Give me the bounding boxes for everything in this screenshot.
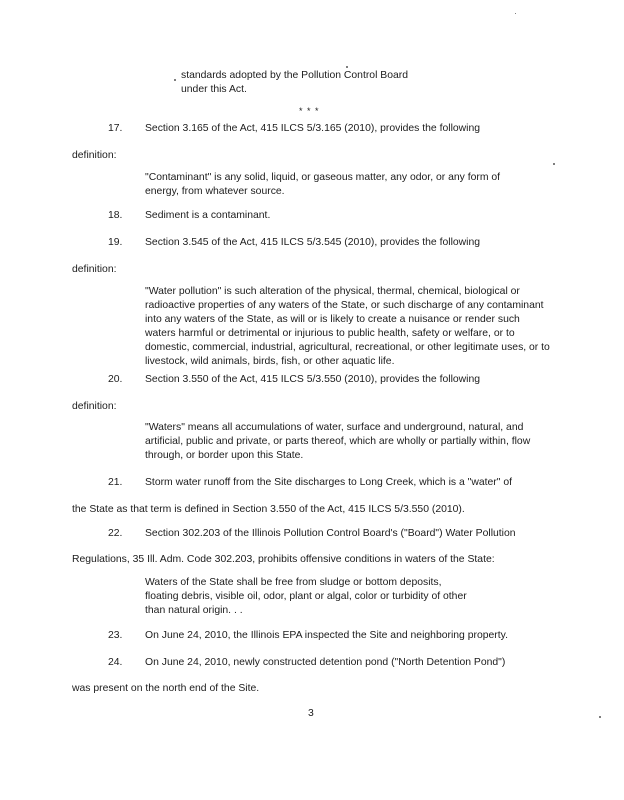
block-quote: "Water pollution" is such alteration of the physical, thermal, chemical, biological or radioactive properties of any waters of the State, or such discharge of any contaminant into any waters of the State, as will or is likely to create a nuisance or render such waters harmful or detrimental or injurious to public health, safety or welfare, or to domestic, commercial, industrial, agricultural, recreational, or other legitimate uses, or to livestock, wild animals, birds, fish, or other aquatic life.: [145, 286, 550, 367]
paragraph-continuation: definition:: [72, 150, 117, 161]
scan-speck: [599, 716, 601, 718]
block-quote: "Waters" means all accumulations of water, surface and underground, natural, and artificial, public and private, or parts thereof, which are wholly or partially within, flow through, or border upon this State.: [145, 422, 531, 461]
page-number: 3: [308, 708, 314, 719]
intro-quote-line-2: under this Act.: [181, 84, 247, 95]
block-quote: Waters of the State shall be free from sludge or bottom deposits, floating debris, visible oil, odor, plant or algal, color or turbidity of other than natural origin. . .: [145, 577, 467, 616]
paragraph-text: Section 3.165 of the Act, 415 ILCS 5/3.165 (2010), provides the following: [145, 123, 481, 134]
intro-quote-line-1: standards adopted by the Pollution Control Board: [181, 70, 409, 81]
paragraph-number: 19.: [108, 237, 123, 248]
block-quote: "Contaminant" is any solid, liquid, or gaseous matter, any odor, or any form of energy, from whatever source.: [145, 172, 501, 197]
scan-speck: [174, 79, 176, 81]
paragraph-continuation: the State as that term is defined in Section 3.550 of the Act, 415 ILCS 5/3.550 (2010).: [72, 504, 465, 515]
paragraph-number: 17.: [108, 123, 123, 134]
paragraph-continuation: Regulations, 35 Ill. Adm. Code 302.203, prohibits offensive conditions in waters of the State:: [72, 554, 495, 565]
paragraph-text: On June 24, 2010, newly constructed detention pond ("North Detention Pond"): [145, 657, 506, 668]
scan-speck: [346, 66, 348, 68]
scan-speck: [515, 13, 516, 14]
paragraph-continuation: definition:: [72, 264, 117, 275]
paragraph-number: 18.: [108, 210, 123, 221]
paragraph-number: 22.: [108, 528, 123, 539]
paragraph-number: 23.: [108, 630, 123, 641]
paragraph-text: Section 3.545 of the Act, 415 ILCS 5/3.545 (2010), provides the following: [145, 237, 481, 248]
paragraph-number: 24.: [108, 657, 123, 668]
paragraph-text: On June 24, 2010, the Illinois EPA inspected the Site and neighboring property.: [145, 630, 508, 641]
paragraph-text: Section 3.550 of the Act, 415 ILCS 5/3.550 (2010), provides the following: [145, 374, 481, 385]
paragraph-text: Sediment is a contaminant.: [145, 210, 271, 221]
paragraph-number: 21.: [108, 477, 123, 488]
paragraph-continuation: definition:: [72, 401, 117, 412]
paragraph-text: Section 302.203 of the Illinois Pollution Control Board's ("Board") Water Pollution: [145, 528, 516, 539]
paragraph-text: Storm water runoff from the Site discharges to Long Creek, which is a "water" of: [145, 477, 512, 488]
section-ellipsis: * * *: [299, 106, 320, 116]
paragraph-number: 20.: [108, 374, 123, 385]
scan-speck: [553, 163, 555, 165]
paragraph-continuation: was present on the north end of the Site.: [72, 683, 260, 694]
